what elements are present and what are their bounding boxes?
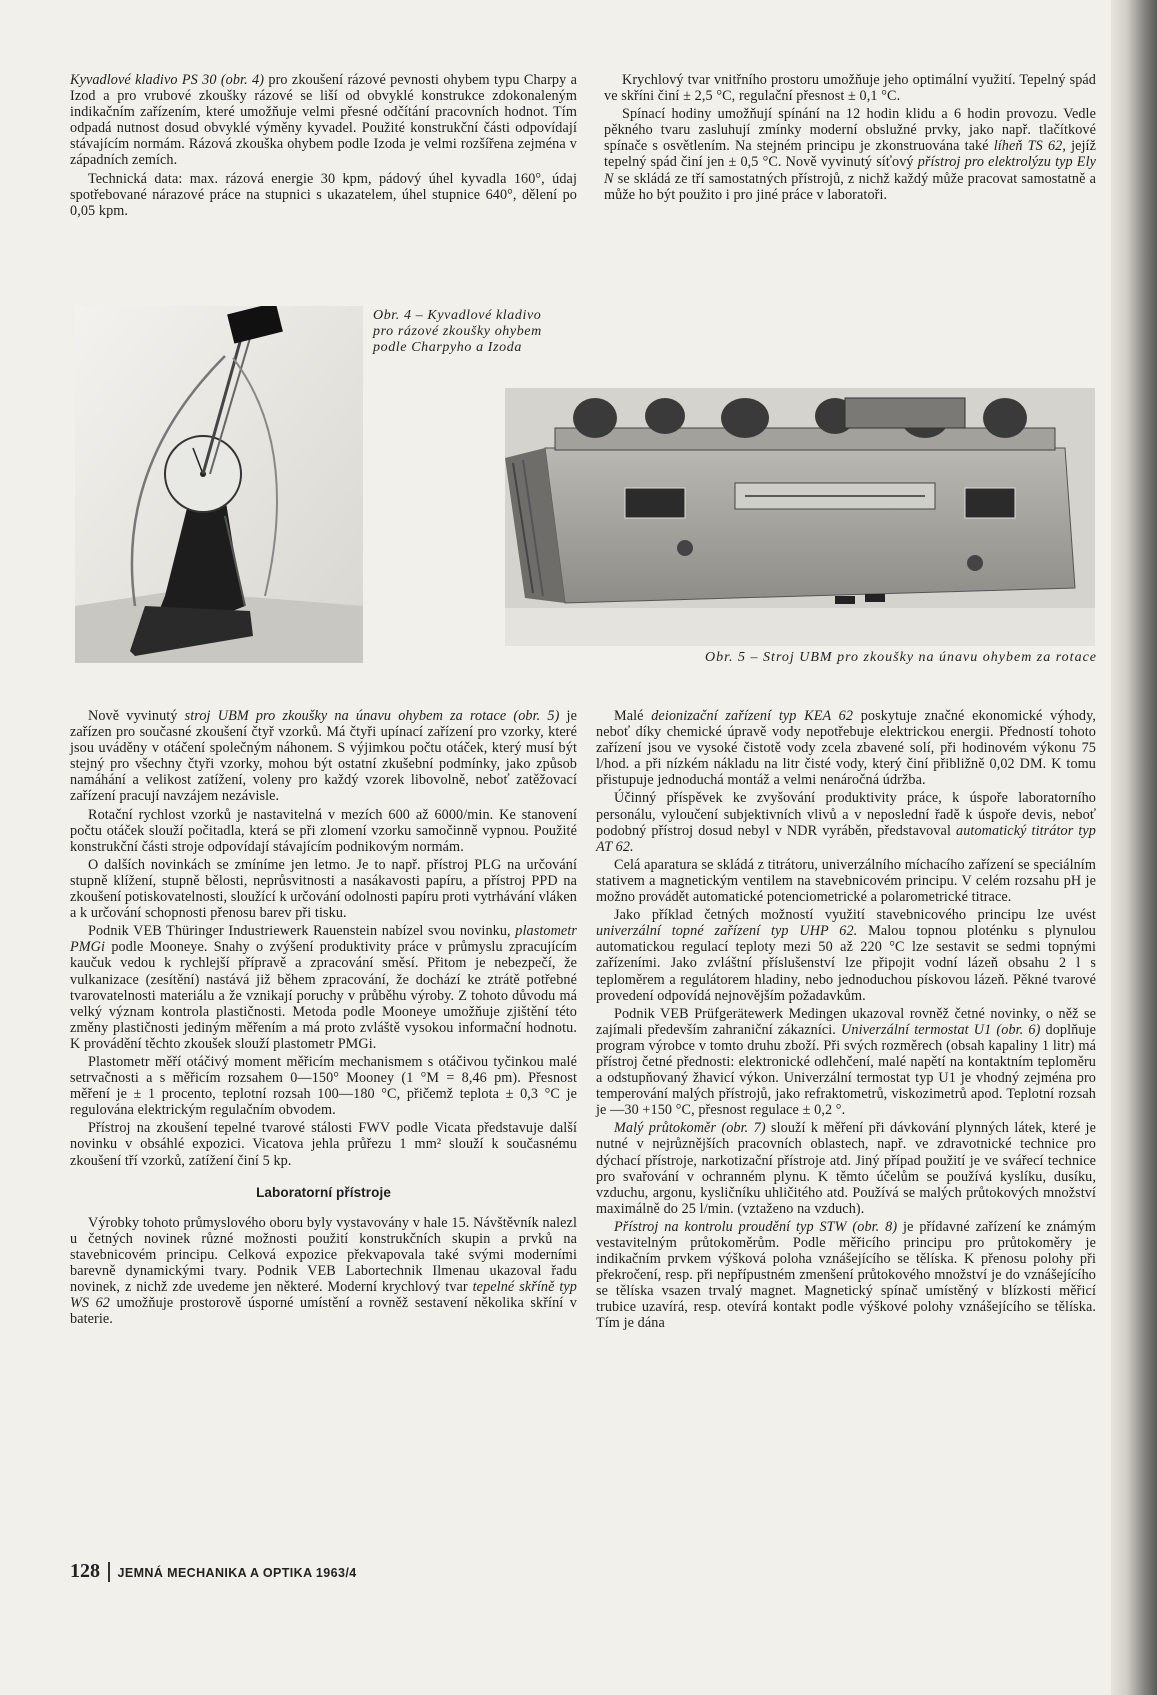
figure-5-photo [505, 388, 1095, 646]
paragraph: Rotační rychlost vzorků je nastavitelná v mezích 600 až 6000/min. Ke stanovení počtu otáček slouží počitadla, která se při zlomení vzorku samočinně vypnou. Použité konstrukční části stroje odpovídají stávajícím podnikovým normám. [70, 806, 577, 855]
paragraph: Nově vyvinutý stroj UBM pro zkoušky na únavu ohybem za rotace (obr. 5) je zařízen pro současné zkoušení čtyř vzorků. Má čtyři upínací zařízení pro vzorky, které jsou uváděny v otáčení společným náhonem. S výjimkou počtu otáček, který musí být stejný pro všechny čtyři vzorky, mohou být ostatní zkušební podmínky, jako způsob namáhání a velikost zatížení, voleny pro každý vzorek libovolně, neboť zatěžovací zařízení pracují navzájem nezávisle. [70, 708, 577, 805]
lower-right-column [596, 708, 1096, 1332]
figure-5-caption: Obr. 5 – Stroj UBM pro zkoušky na únavu ohybem za rotace [705, 650, 1097, 665]
paragraph: Podnik VEB Prüfgerätewerk Medingen ukazoval rovněž četné novinky, o něž se zajímali především zahraniční zákazníci. Univerzální termostat U1 (obr. 6) doplňuje program výrobce v tomto druhu zboží. Při svých rozměrech (obsah kapaliny 1 litr) má přístroj četné přednosti: elektronické odlehčení, malé napětí na kontaktním teploměru a odstupňovaný žhavicí výkon. Univerzální termostat typ U1 je vhodný zejména pro temperování malých přístrojů, jako refraktometrů, viskozimetrů apod. Teplotní rozsah je —30 +150 °C, přesnost regulace ± 0,2 °. [596, 1005, 1096, 1119]
paragraph: Kyvadlové kladivo PS 30 (obr. 4) pro zkoušení rázové pevnosti ohybem typu Charpy a Izod a pro vrubové zkoušky rázové se liší od obvyklé konstrukce zdokonaleným indikačním zařízením, které umožňuje velmi přesné odčítání pracovních hodnot. Tím odpadá nutnost dosud obvyklé výměny kyvadel. Použité konstrukční části odpovídají stávajícím normám. Rázová zkouška ohybem podle Izoda je velmi rozšířena zejména v západních zemích. [70, 72, 577, 169]
paragraph: Podnik VEB Thüringer Industriewerk Rauenstein nabízel svou novinku, plastometr PMGi podle Mooneye. Snahy o zvýšení produktivity práce v průmyslu zpracujícím kaučuk vedou k rychlejší přípravě a zpracování směsí. Přitom je nebezpečí, že vulkanizace (zesítění) nastává již během zpracování, že dochází ke ztrátě potřebné tvarovatelnosti materiálu a že vznikají poruchy v průběhu výroby. Z tohoto důvodu má velký význam kontrola plastičnosti. Metoda podle Mooneye umožňuje zjištění této změny plastičnosti jediným měřením a má proto zvláště vysokou informační hodnotu. K provádění těchto zkoušek slouží plastometr PMGi. [70, 923, 577, 1052]
paragraph: Výrobky tohoto průmyslového oboru byly vystavovány v hale 15. Návštěvník nalezl u četných novinek různé možnosti použití konstrukčních skupin a prvků na stavebnicovém principu. Celková expozice překvapovala také svými moderními barevně dynamickými tvary. Podnik VEB Labortechnik Ilmenau ukazoval řadu novinek, z nichž zde uvedeme jen některé. Moderní krychlový tvar tepelné skříně typ WS 62 umožňuje prostorově úsporné umístění a rovněž sestavení několika skříní v baterie. [70, 1214, 577, 1328]
page-footer [70, 1560, 357, 1583]
paragraph: O dalších novinkách se zmíníme jen letmo. Je to např. přístroj PLG na určování stupně klížení, stupně bělosti, neprůsvitnosti a nasákavosti papíru, a přístroj PPD na zkoušení potiskovatelnosti, sloužící k určování odolnosti papíru proti vytrhávání vláken a k určování schopnosti přenosu barev při tisku. [70, 856, 577, 922]
paragraph: Celá aparatura se skládá z titrátoru, univerzálního míchacího zařízení se speciálním stativem a magnetickým ventilem na stavebnicovém principu. V celém rozsahu pH je možno provádět automatické potenciometrické a polarometrické titrace. [596, 856, 1096, 906]
top-right-column [604, 72, 1096, 203]
journal-title: JEMNÁ MECHANIKA A OPTIKA 1963/4 [117, 1566, 357, 1580]
pendulum-hammer-image [75, 306, 363, 663]
page-number: 128 [70, 1560, 100, 1582]
ubm-machine-image [505, 388, 1095, 646]
paragraph: Malý průtokoměr (obr. 7) slouží k měření při dávkování plynných látek, které je nutné v nejrůznějších pracovních oblastech, např. ve zdravotnické technice pro dýchací přístroje, narkotizační přístroje atd. Jiný případ použití je ve svářecí technice pro svařování v ochranném plynu. K těmto účelům se používá kyslíku, dusíku, vzduchu, argonu, kysličníku uhličitého atd. Používá se malých průtokových množství maximálně do 25 l/min. (vztaženo na vzduch). [596, 1120, 1096, 1217]
figure-4-caption: Obr. 4 – Kyvadlové kladivo pro rázové zkoušky ohybem podle Charpyho a Izoda [373, 308, 542, 355]
paragraph: Plastometr měří otáčivý moment měřicím mechanismem s otáčivou tyčinkou malé setrvačnosti a s měřicím rozsahem 0—150° Mooney (1 °M = 8,46 pm). Přesnost měření je ± 1 procento, teplotní rozsah 100—180 °C, přičemž teplota ± 0,3 °C je regulována elektrickým regulačním obvodem. [70, 1053, 577, 1119]
paragraph: Technická data: max. rázová energie 30 kpm, pádový úhel kyvadla 160°, údaj spotřebované nárazové práce na stupnici s ukazatelem, úhel stupnice 640°, dělení po 0,05 kpm. [70, 170, 577, 219]
top-left-column [70, 72, 577, 219]
paragraph: Jako příklad četných možností využití stavebnicového principu lze uvést univerzální topné zařízení typ UHP 62. Malou topnou ploténku s plynulou automatickou regulací teploty mezi 50 až 220 °C lze sestavit se sedmi topnými zařízeními. Jako zvláštní příslušenství lze připojit vodní lázeň obsahu 2 l s teploměrem a regulátorem hladiny, nebo jednoduchou pískovou lázeň. Pěkné tvarové provedení odpovídá nejnovějším požadavkům. [596, 907, 1096, 1004]
paragraph: Účinný příspěvek ke zvyšování produktivity práce, k úspoře laboratorního personálu, vyloučení subjektivních vlivů a v neposlední řadě k úspoře devis, neboť podobný přístroj dosud nebyl v NDR vyráběn, představoval automatický titrátor typ AT 62. [596, 790, 1096, 855]
lead-title: Kyvadlové kladivo PS 30 (obr. 4) [70, 72, 265, 88]
paragraph: Přístroj na kontrolu proudění typ STW (obr. 8) je přídavné zařízení ke známým vestavitelným průtokoměrům. Podle měřicího principu pro průtokoměry je indikačním prvkem výšková poloha vznášejícího se tělíska. K přenosu polohy při překročení, resp. při nepřípustném zmenšení průtokového množství je do vznášejícího se tělíska vsazen trvalý magnet. Magnetický spínač umístěný v blízkosti měřicí trubice uzavírá, resp. otevírá kontakt podle výškové polohy vznášejícího se tělíska. Tím je dána [596, 1218, 1097, 1332]
figure-4-photo [75, 306, 363, 663]
section-heading: Laboratorní přístroje [256, 1184, 391, 1200]
paragraph: Spínací hodiny umožňují spínání na 12 hodin klidu a 6 hodin provozu. Vedle pěkného tvaru zasluhují zmínky moderní obslužné prvky, jako např. tlačítkové spínače s osvětlením. Na stejném principu je zkonstruována také líheň TS 62, jejíž tepelný spád činí jen ± 0,5 °C. Nově vyvinutý síťový přístroj pro elektrolýzu typ Ely N se skládá ze tří samostatných přístrojů, z nichž každý může pracovat samostatně a může ho být použito i pro jiné práce v laboratoři. [604, 106, 1097, 203]
scan-page-edge [1111, 0, 1157, 1695]
paragraph: Přístroj na zkoušení tepelné tvarové stálosti FWV podle Vicata představuje další novinku v obsáhlé expozici. Vicatova jehla průřezu 1 mm² slouží k současnému zkoušení tří vzorků, zatížení činí 5 kp. [70, 1120, 577, 1169]
lower-left-column [70, 708, 577, 1327]
footer-divider [108, 1562, 110, 1582]
paragraph: Krychlový tvar vnitřního prostoru umožňuje jeho optimální využití. Tepelný spád ve skříni činí ± 2,5 °C, regulační přesnost ± 0,1 °C. [604, 72, 1096, 105]
paragraph: Malé deionizační zařízení typ KEA 62 poskytuje značné ekonomické výhody, neboť díky chemické úpravě vody nepotřebuje elektrickou energii. Předností tohoto zařízení jsou ve vysoké čistotě vody zcela zbavené solí, při hodinovém výkonu 75 l/hod. a při nízkém nákladu na litr čisté vody, který činí přibližně 0,02 DM. K tomu přistupuje jednoduchá montáž a velmi nenáročná údržba. [596, 708, 1097, 789]
